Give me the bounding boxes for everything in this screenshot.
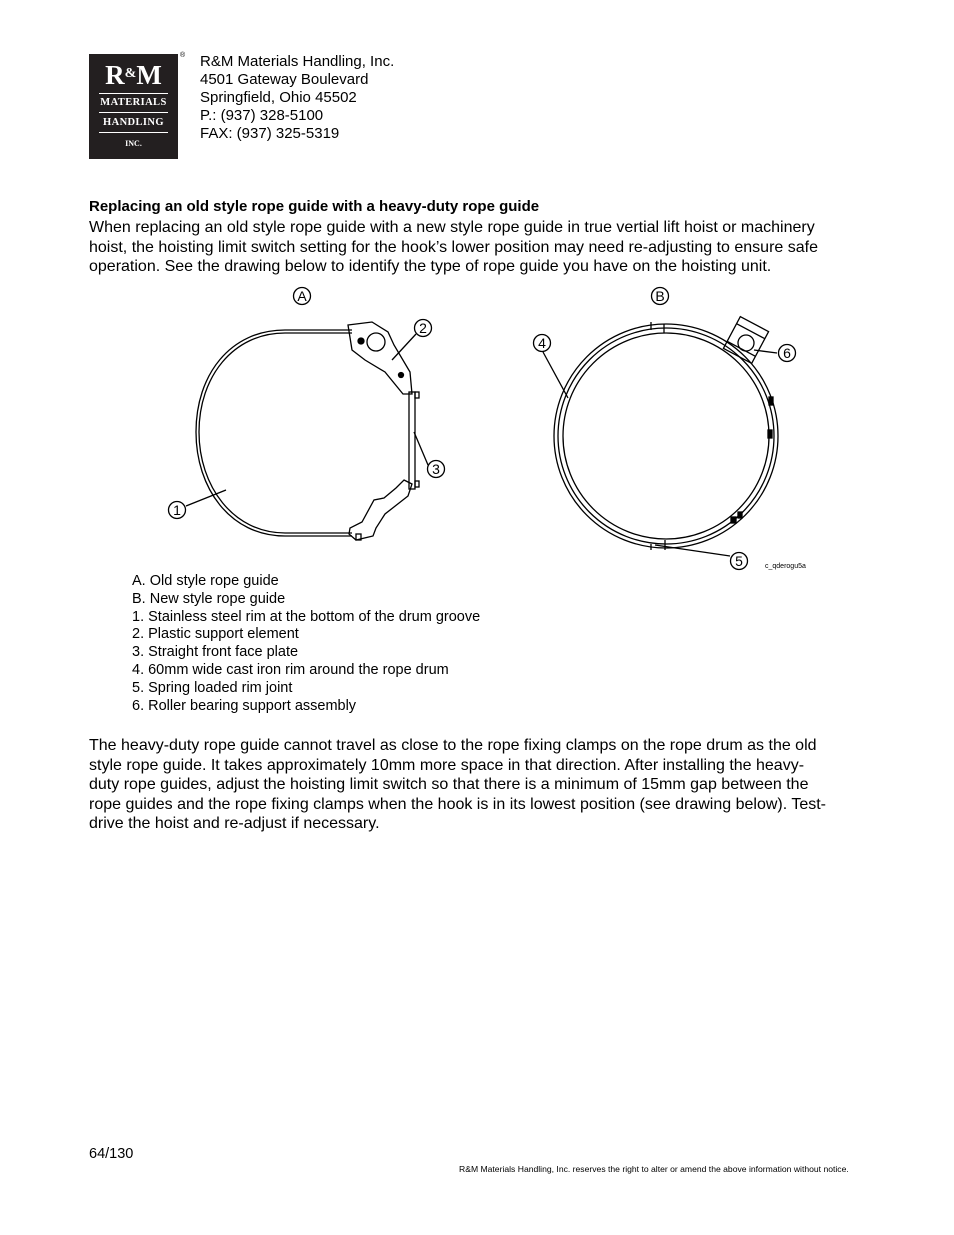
intro-line: When replacing an old style rope guide with a new style rope guide in true vertial lift hoist or machinery <box>89 219 815 236</box>
body-line: rope guides and the rope fixing clamps when the hook is in its lowest position (see drawing below). Test- <box>89 795 826 813</box>
address-fax: FAX: (937) 325-5319 <box>200 125 340 142</box>
legend-item: 2. Plastic support element <box>132 626 299 643</box>
logo-initials: R&M <box>105 60 162 90</box>
body-line: duty rope guides, adjust the hoisting limit switch so that there is a minimum of 15mm gap between the <box>89 776 809 794</box>
address-phone: P.: (937) 328-5100 <box>200 107 324 124</box>
callout-3-label: 3 <box>432 461 440 477</box>
callout-a-label: A <box>297 288 307 304</box>
callout-2-label: 2 <box>419 320 427 336</box>
address-city: Springfield, Ohio 45502 <box>200 89 357 106</box>
page-number: 64/130 <box>89 1146 134 1162</box>
section-heading: Replacing an old style rope guide with a heavy-duty rope guide <box>89 198 540 215</box>
logo-line-handling: HANDLING <box>103 117 164 128</box>
body-line: style rope guide. It takes approximately 10mm more space in that direction. After installing the heavy- <box>89 756 805 774</box>
callout-6-label: 6 <box>783 345 791 361</box>
body-paragraph <box>89 736 889 834</box>
legend-item: 3. Straight front face plate <box>132 644 299 661</box>
intro-line: hoist, the hoisting limit switch setting for the hook’s lower position may need re-adjusting to ensure safe <box>89 238 818 256</box>
legend-item: 1. Stainless steel rim at the bottom of the drum groove <box>132 608 481 625</box>
footer-disclaimer: R&M Materials Handling, Inc. reserves the right to alter or amend the above information without notice. <box>459 1164 849 1174</box>
intro-line: operation. See the drawing below to identify the type of rope guide you have on the hoisting unit. <box>89 258 772 276</box>
callout-b-label: B <box>655 288 665 304</box>
logo-line-materials: MATERIALS <box>100 97 167 108</box>
registered-mark: ® <box>180 52 186 59</box>
legend-item: 4. 60mm wide cast iron rim around the rope drum <box>132 661 449 678</box>
callout-1-label: 1 <box>173 502 181 518</box>
body-line: The heavy-duty rope guide cannot travel as close to the rope fixing clamps on the rope drum as the old <box>89 737 817 754</box>
drawing-legend <box>132 573 480 715</box>
address-street: 4501 Gateway Boulevard <box>200 71 369 88</box>
callout-5-label: 5 <box>735 553 743 569</box>
body-line: drive the hoist and re-adjust if necessary. <box>89 815 380 833</box>
legend-item: B. New style rope guide <box>132 590 286 607</box>
new-style-rope-guide <box>554 317 778 550</box>
legend-item: 6. Roller bearing support assembly <box>132 697 357 714</box>
logo-line-inc: INC. <box>125 139 142 148</box>
callout-leaders <box>186 334 777 556</box>
old-style-rope-guide <box>196 322 419 540</box>
legend-item: A. Old style rope guide <box>132 573 279 589</box>
legend-item: 5. Spring loaded rim joint <box>132 679 293 696</box>
address-company: R&M Materials Handling, Inc. <box>200 53 395 70</box>
drawing-code: c_qderogu5a <box>765 563 806 570</box>
callout-4-label: 4 <box>538 335 546 351</box>
